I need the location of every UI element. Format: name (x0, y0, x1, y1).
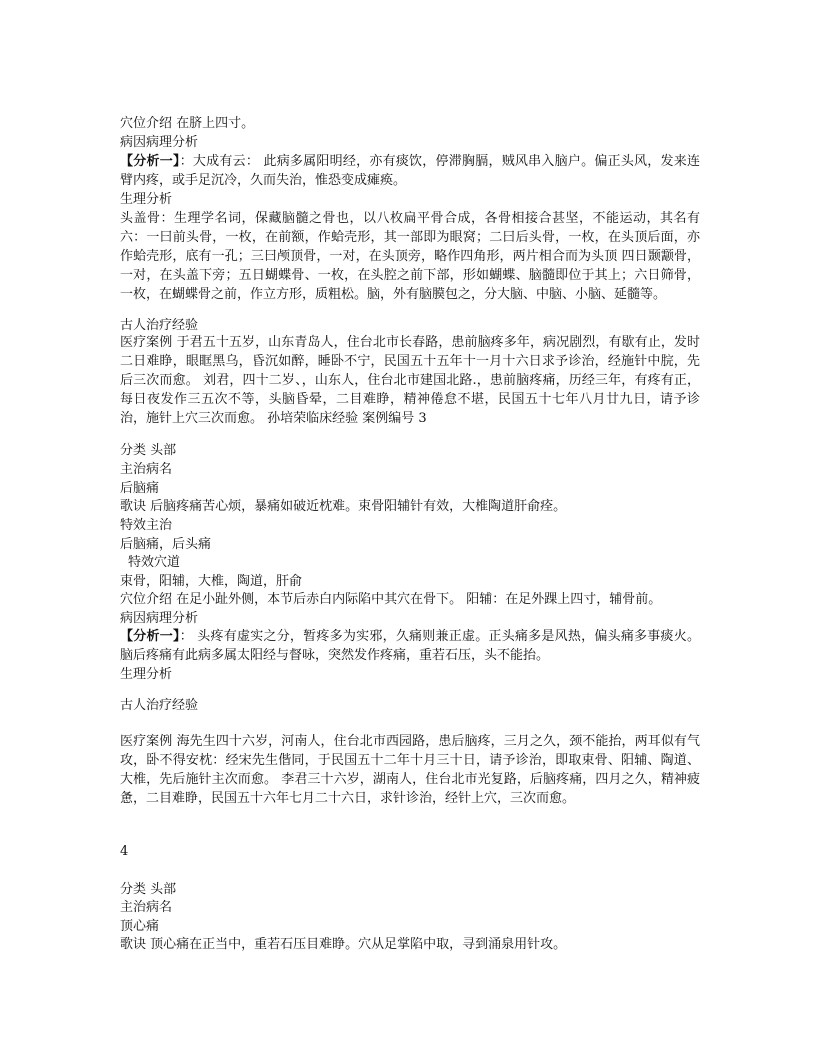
analysis-label-2: 【分析一】 (120, 629, 180, 644)
special-points-label: 特效穴道 (128, 555, 181, 570)
page-number: 4 (120, 844, 129, 859)
main-disease-label: 主治病名 (120, 462, 173, 477)
category-line-3: 分类 头部 (120, 882, 177, 897)
analysis-text-2: ： 头疼有虚实之分，暂疼多为实邪，久痛则兼正虚。正头痛多是风热，偏头痛多事痰火。脑后疼痛有此病多属太阳经与督咏，突然发作疼痛，重若石压，头不能抬。 (120, 629, 700, 663)
analysis-text: ：大成有云： 此病多属阳明经，亦有痰饮，停滞胸膈，贼风串入脑户。偏正头风，发来连臂内疼，或手足沉冷，久而失治，惟恐变成瘫痪。 (120, 154, 700, 188)
analysis-label: 【分析一】 (120, 154, 180, 169)
category-line: 分类 头部 (120, 443, 177, 458)
special-indication-label: 特效主治 (120, 518, 173, 533)
disease-name: 后脑痛 (120, 481, 160, 496)
special-points: 束骨，阳辅，大椎，陶道，肝俞 (120, 574, 303, 589)
case-paragraph: 医疗案例 于君五十五岁，山东青岛人，住台北市长春路，患前脑疼多年，病况剧烈，有歇有止，发时二日难睁，眼眶黑乌，昏沉如醉，睡卧不宁，民国五十五年十一月十六日求予诊治，经施针中脘，先后三次而愈。 刘君，四十二岁、，山东人，住台北市建国北路.，患前脑疼痛，历经三年，有疼有正，每日夜发作三五次不等，头脑昏晕，二目难睁，精神倦怠不堪，民国五十七年八月廿九日，请予诊治，施针上穴三次而愈。 孙培荣临床经验 案例编号 3 (120, 335, 700, 426)
analysis-paragraph (120, 152, 700, 190)
acupoint-intro: 穴位介绍 在脐上四寸。 (120, 116, 255, 131)
ancient-experience-heading: 古人治疗经验 (120, 318, 199, 333)
acupoint-intro-2: 穴位介绍 在足小趾外侧，本节后赤白内际陷中其穴在骨下。 阳辅：在足外踝上四寸，辅骨前。 (120, 592, 662, 607)
ancient-experience-heading-2: 古人治疗经验 (120, 698, 199, 713)
etiology-heading-2: 病因病理分析 (120, 611, 199, 626)
main-disease-label-3: 主治病名 (120, 900, 173, 915)
physiology-paragraph: 头盖骨：生理学名词，保藏脑髓之骨也，以八枚扁平骨合成，各骨相接合甚坚，不能运动，其名有六：一曰前头骨，一枚，在前额，作蛤壳形，其一部即为眼窝；二曰后头骨，一枚，在头顶后面，亦作蛤壳形，底有一孔；三曰颅顶骨，一对，在头顶旁，略作四角形，两片相合而为头顶 四日颞颥骨，一对，在头盖下旁；五日蝴蝶骨、一枚，在头腔之前下部，形如蝴蝶、脑髓即位于其上；六日筛骨，一枚，在蝴蝶骨之前，作立方形，质粗松。脑，外有脑膜包之，分大脑、中脑、小脑、延髓等。 (120, 211, 700, 302)
verse-line: 歌诀 后脑疼痛苦心烦，暴痛如破近枕难。束骨阳辅针有效，大椎陶道肝俞痊。 (120, 499, 567, 514)
analysis-paragraph-2 (120, 627, 700, 665)
special-indication: 后脑痛，后头痛 (120, 537, 212, 552)
case-paragraph-2: 医疗案例 海先生四十六岁，河南人，住台北市西园路，患后脑疼，三月之久，颈不能抬，两耳似有气攻，卧不得安枕：经宋先生偕同，于民国五十二年十月三十日，请予诊治，即取束骨、阳辅、陶道、大椎，先后施针主次而愈。 李君三十六岁，湖南人，住台北市光复路，后脑疼痛，四月之久，精神疲惫，二目难睁，民国五十六年七月二十六日，求针诊治，经针上穴，三次而愈。 (120, 734, 700, 806)
physiology-heading-2: 生理分析 (120, 667, 173, 682)
verse-line-3: 歌诀 顶心痛在正当中，重若石压目难睁。穴从足掌陷中取，寻到涌泉用针攻。 (120, 937, 567, 952)
etiology-heading: 病因病理分析 (120, 135, 199, 150)
disease-name-3: 顶心痛 (120, 919, 160, 934)
physiology-heading: 生理分析 (120, 192, 173, 207)
